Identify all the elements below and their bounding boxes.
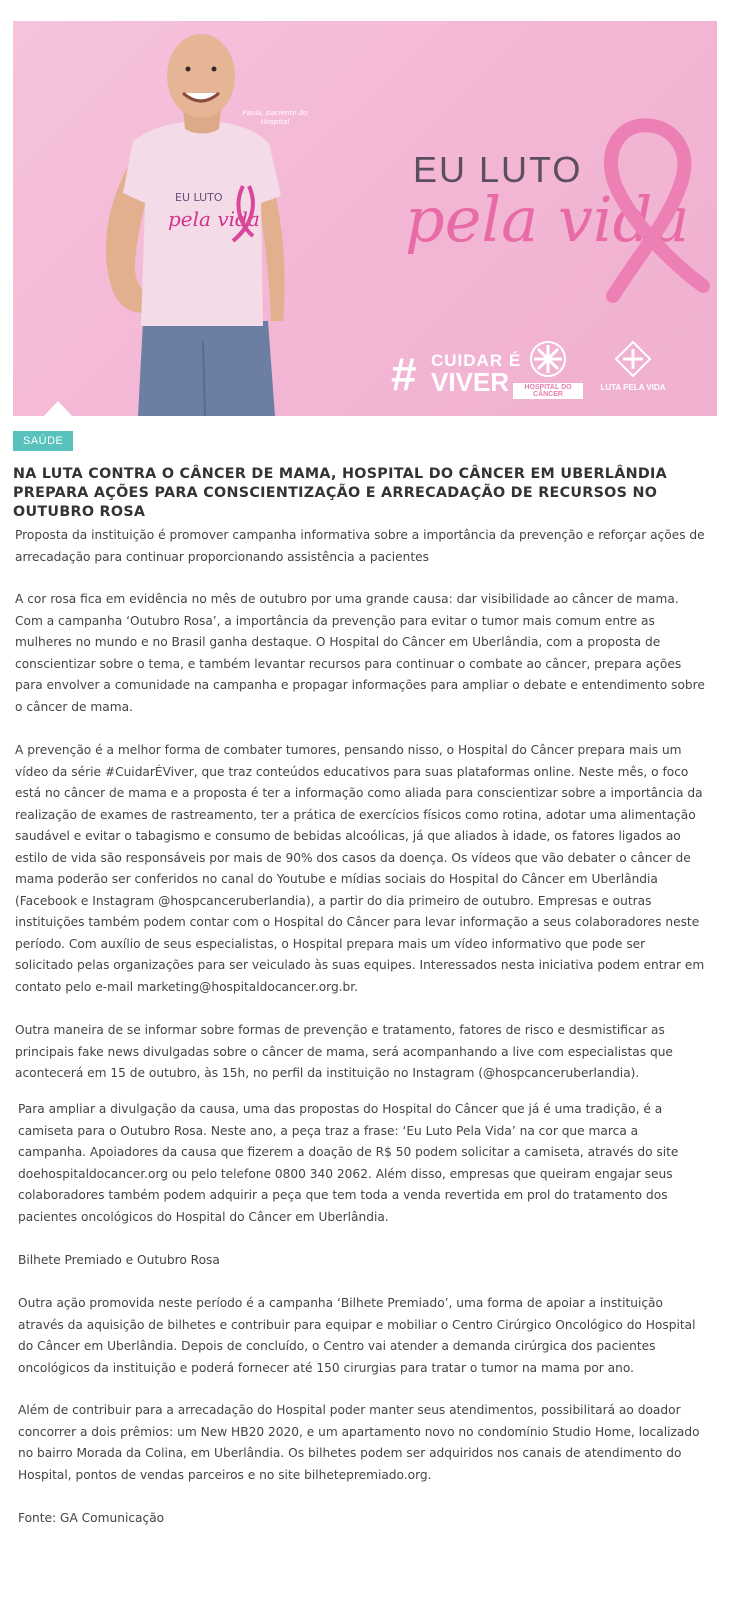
article-paragraph: A prevenção é a melhor forma de combater tumores, pensando nisso, o Hospital do Câncer prepara mais um vídeo da série #CuidarÉViver, que traz conteúdos educativos para suas plataformas online. Neste mês, o foco está no câncer de mama e a proposta é ter a informação como aliada para conscientizar sobre a importância da realização de exames de rastreamento, ter a prática de exercícios físicos como rotina, adotar uma alimentação saudável e evitar o tabagismo e consumo de bebidas alcoólicas, já que aliados à idade, os fatores ligados ao estilo de vida são responsáveis por mais de 90% dos casos da doença. Os vídeos que vão debater o câncer de mama poderão ser conferidos no canal do Youtube e mídias sociais do Hospital do Câncer em Uberlândia (Facebook e Instagram @hospcanceruberlandia), a partir do dia primeiro de outubro. Empresas e outras instituições também podem contar com o Hospital do Câncer para levar informação a seus colaboradores neste período. Com auxílio de seus especialistas, o Hospital prepara mais um vídeo informativo que pode ser solicitado pelas organizações para ser veiculado às suas equipes. Interessados nesta iniciativa podem entrar em contato pelo e-mail marketing@hospitaldocancer.org.br.	[15, 743, 705, 994]
article-source: Fonte: GA Comunicação	[18, 1511, 165, 1525]
hospital-cross-icon	[528, 339, 568, 379]
banner-notch	[43, 401, 73, 416]
article-paragraph: Outra maneira de se informar sobre formas de prevenção e tratamento, fatores de risco e desmistificar as principais fake news divulgadas sobre o câncer de mama, será acompanhando a live com especialistas que acontecerá em 15 de outubro, às 15h, no perfil da instituição no Instagram (@hospcanceruberlandia).	[15, 1023, 673, 1080]
hashtag-line1: CUIDAR É	[431, 351, 522, 370]
luta-pela-vida-label: LUTA PELA VIDA	[600, 383, 666, 392]
luta-pela-vida-icon	[613, 339, 653, 379]
svg-text:pela vida: pela vida	[168, 207, 260, 231]
hashtag-cuidar-viver	[431, 351, 522, 397]
photo-caption: Paula, paciente do Hospital	[242, 109, 308, 126]
campaign-headline-script: pela vida	[405, 183, 690, 256]
hospital-logo-label: HOSPITAL DO CÂNCER	[513, 383, 583, 399]
article-subheading: Bilhete Premiado e Outubro Rosa	[18, 1253, 220, 1267]
article-paragraph: Para ampliar a divulgação da causa, uma das propostas do Hospital do Câncer que já é uma tradição, é a camiseta para o Outubro Rosa. Neste ano, a peça traz a frase: ‘Eu Luto Pela Vida’ na cor que marca a campanha. Apoiadores da causa que fizerem a doação de R$ 50 podem solicitar a camiseta, através do site doehospitaldocancer.org ou pelo telefone 0800 340 2062. Além disso, empresas que queiram engajar seus colaboradores também podem adquirir a peça que tem toda a venda revertida em prol do tratamento dos pacientes oncológicos do Hospital do Câncer em Uberlândia.	[18, 1102, 679, 1224]
article-paragraph: Outra ação promovida neste período é a campanha ‘Bilhete Premiado’, uma forma de apoiar a instituição através da aquisição de bilhetes e contribuir para equipar e mobiliar o Centro Cirúrgico Oncológico do Hospital do Câncer em Uberlândia. Depois de concluído, o Centro vai atender a demanda cirúrgica dos pacientes oncológicos da instituição e poderá fornecer até 150 cirurgias para tratar o tumor na mama por ano.	[18, 1296, 696, 1375]
hero-banner	[13, 21, 717, 416]
svg-text:EU LUTO: EU LUTO	[175, 191, 223, 204]
hospital-logo	[513, 339, 583, 399]
article-title: NA LUTA CONTRA O CÂNCER DE MAMA, HOSPITAL DO CÂNCER EM UBERLÂNDIA PREPARA AÇÕES PARA CONSCIENTIZAÇÃO E ARRECADAÇÃO DE RECURSOS NO OUTUBRO ROSA	[13, 466, 667, 520]
article-paragraph: A cor rosa fica em evidência no mês de outubro por uma grande causa: dar visibilidade ao câncer de mama. Com a campanha ‘Outubro Rosa’, a importância da prevenção para evitar o tumor mais comum entre as mulheres no mundo e no Brasil ganha destaque. O Hospital do Câncer em Uberlândia, com a proposta de conscientizar sobre o tema, e também levantar recursos para continuar o combate ao câncer, prepara ações para envolver a comunidade na campanha e propagar informações para ampliar o debate e entendimento sobre o câncer de mama.	[15, 592, 705, 714]
hashtag-line2: VIVER	[431, 367, 510, 397]
article-paragraph: Além de contribuir para a arrecadação do Hospital poder manter seus atendimentos, possibilitará ao doador concorrer a dois prêmios: um New HB20 2020, e um apartamento novo no condomínio Studio Home, localizado no bairro Morada da Colina, em Uberlândia. Os bilhetes podem ser adquiridos nos canais de atendimento do Hospital, pontos de vendas parceiros e no site bilhetepremiado.org.	[18, 1403, 700, 1482]
hashtag-symbol: #	[391, 348, 417, 400]
category-badge[interactable]: SAÚDE	[13, 431, 73, 451]
pink-ribbon-icon	[543, 116, 713, 311]
article-lead: Proposta da instituição é promover campanha informativa sobre a importância da prevenção e reforçar ações de arrecadação para continuar proporcionando assistência a pacientes	[15, 528, 705, 564]
patient-photo	[83, 21, 313, 416]
campaign-headline-top: EU LUTO	[413, 149, 583, 190]
luta-pela-vida-logo	[598, 339, 668, 392]
